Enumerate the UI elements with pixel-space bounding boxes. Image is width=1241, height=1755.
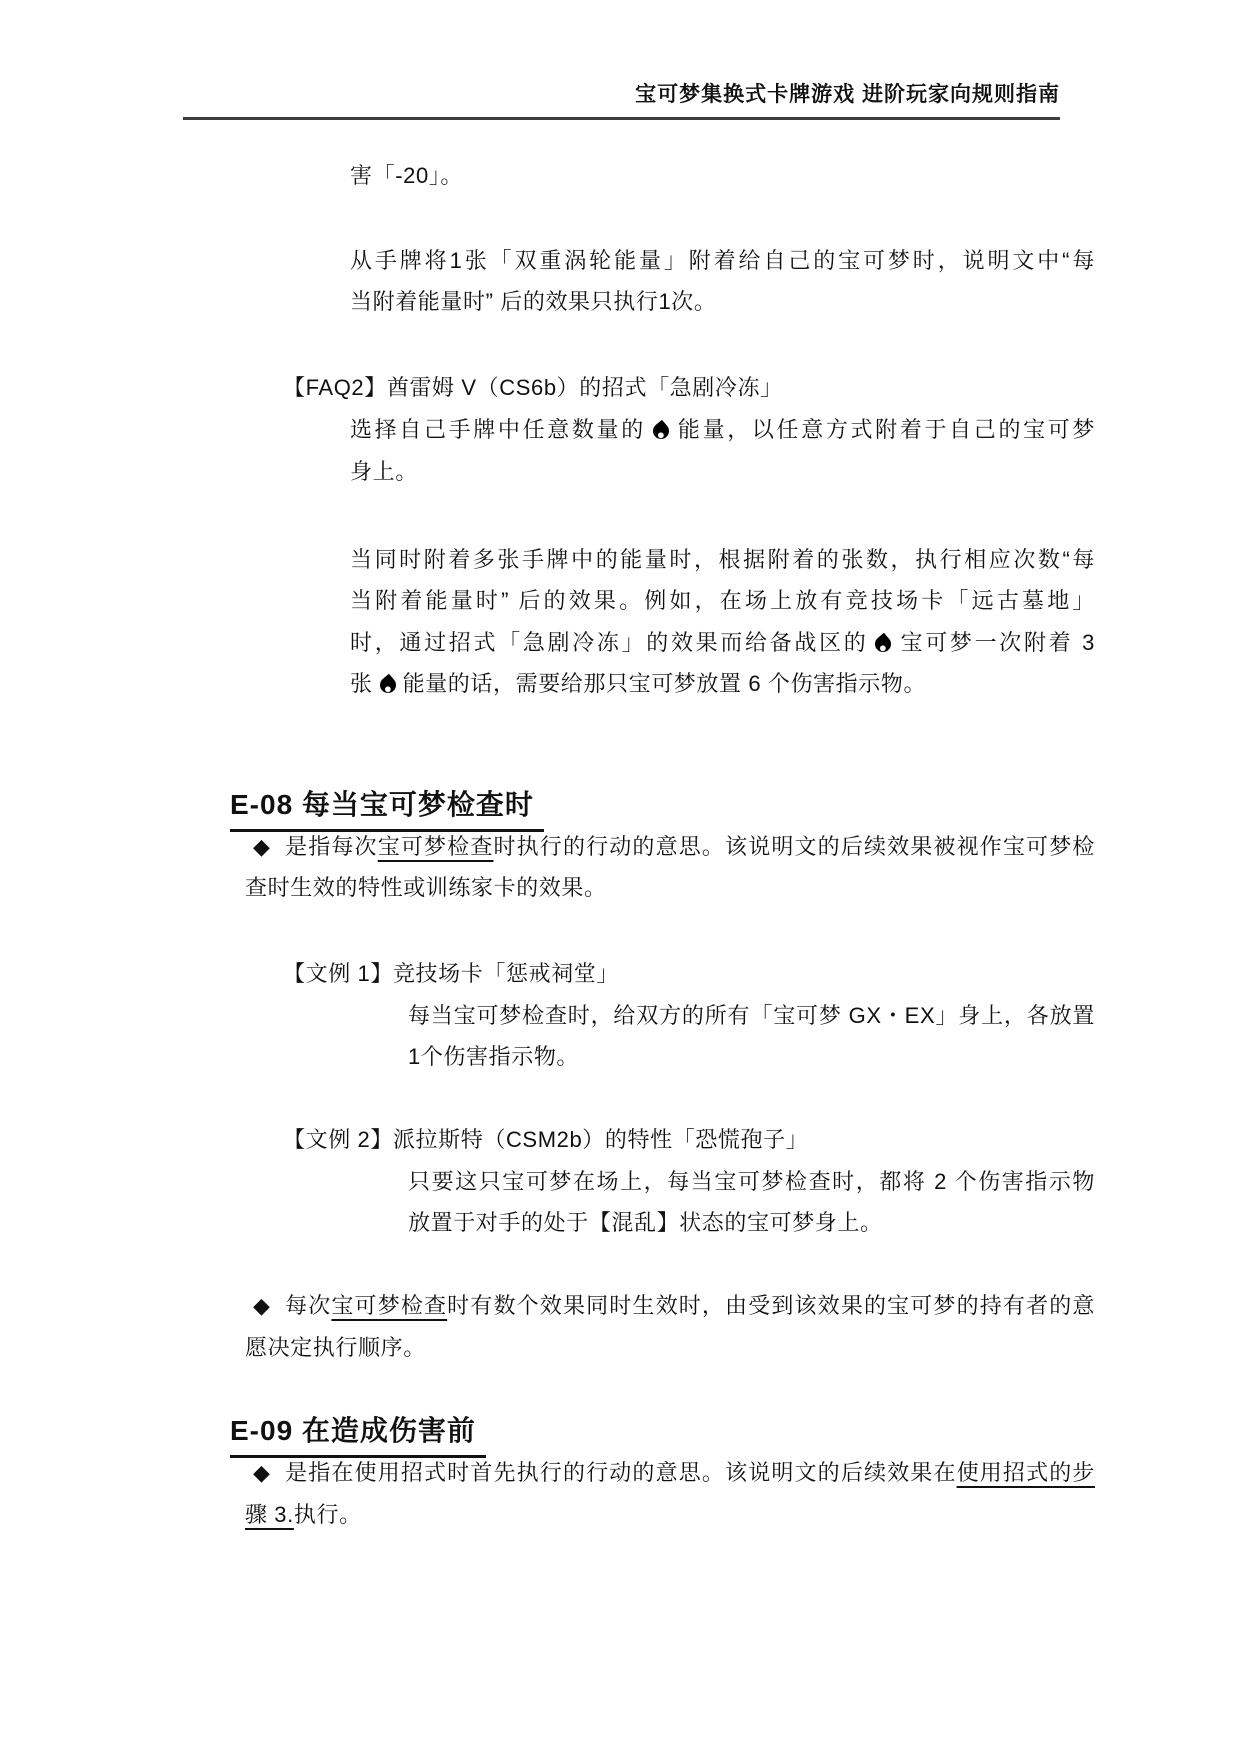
water-energy-icon [376, 674, 399, 697]
example2-line: 只要这只宝可梦在场上，每当宝可梦检查时，都将 2 个伤害指示物 [408, 1169, 1095, 1194]
faq2-answer-line: 当同时附着多张手牌中的能量时，根据附着的张数，执行相应次数“每 [350, 547, 1095, 572]
bullet-paragraph-line: 愿决定执行顺序。 [245, 1335, 426, 1360]
bullet-paragraph-line: 骤 3.执行。 [245, 1502, 362, 1527]
faq2-answer-line: 身上。 [350, 459, 418, 484]
section-heading-e08 [230, 783, 544, 832]
example2-line: 放置于对手的处于【混乱】状态的宝可梦身上。 [408, 1210, 883, 1235]
faq2-label: 【FAQ2】酋雷姆 V（CS6b）的招式「急剧冷冻」 [283, 375, 783, 400]
bullet-paragraph-line: ◆ 每次宝可梦检查时有数个效果同时生效时，由受到该效果的宝可梦的持有者的意 [253, 1293, 1095, 1318]
section-heading-text: E-09 在造成伤害前 [230, 1409, 486, 1458]
paragraph-line: 当附着能量时” 后的效果只执行1次。 [350, 289, 717, 314]
example1-line: 每当宝可梦检查时，给双方的所有「宝可梦 GX・EX」身上，各放置 [408, 1003, 1095, 1028]
paragraph-line: 害「-20」。 [350, 163, 463, 188]
bullet-paragraph-line: ◆ 是指在使用招式时首先执行的行动的意思。该说明文的后续效果在使用招式的步 [253, 1460, 1095, 1485]
example1-line: 1个伤害指示物。 [408, 1044, 580, 1069]
water-energy-icon [872, 633, 895, 656]
example1-label: 【文例 1】竞技场卡「惩戒祠堂」 [283, 961, 619, 986]
page-header-title: 宝可梦集换式卡牌游戏 进阶玩家向规则指南 [635, 83, 1060, 106]
water-energy-icon [650, 420, 673, 443]
example2-label: 【文例 2】派拉斯特（CSM2b）的特性「恐慌孢子」 [283, 1127, 809, 1152]
bullet-paragraph-line: 查时生效的特性或训练家卡的效果。 [245, 875, 607, 900]
faq2-answer-line: 当附着能量时” 后的效果。例如，在场上放有竞技场卡「远古墓地」 [350, 588, 1095, 613]
faq2-answer-line: 张 能量的话，需要给那只宝可梦放置 6 个伤害指示物。 [350, 671, 927, 696]
header-rule [183, 117, 1060, 120]
bullet-paragraph-line: ◆ 是指每次宝可梦检查时执行的行动的意思。该说明文的后续效果被视作宝可梦检 [253, 834, 1095, 859]
faq2-answer-line: 时，通过招式「急剧冷冻」的效果而给备战区的 宝可梦一次附着 3 [350, 630, 1095, 655]
section-heading-e09 [230, 1409, 486, 1458]
section-heading-text: E-08 每当宝可梦检查时 [230, 783, 544, 832]
faq2-answer-line: 选择自己手牌中任意数量的 能量，以任意方式附着于自己的宝可梦 [350, 417, 1096, 442]
paragraph-line: 从手牌将1张「双重涡轮能量」附着给自己的宝可梦时，说明文中“每 [350, 248, 1095, 273]
